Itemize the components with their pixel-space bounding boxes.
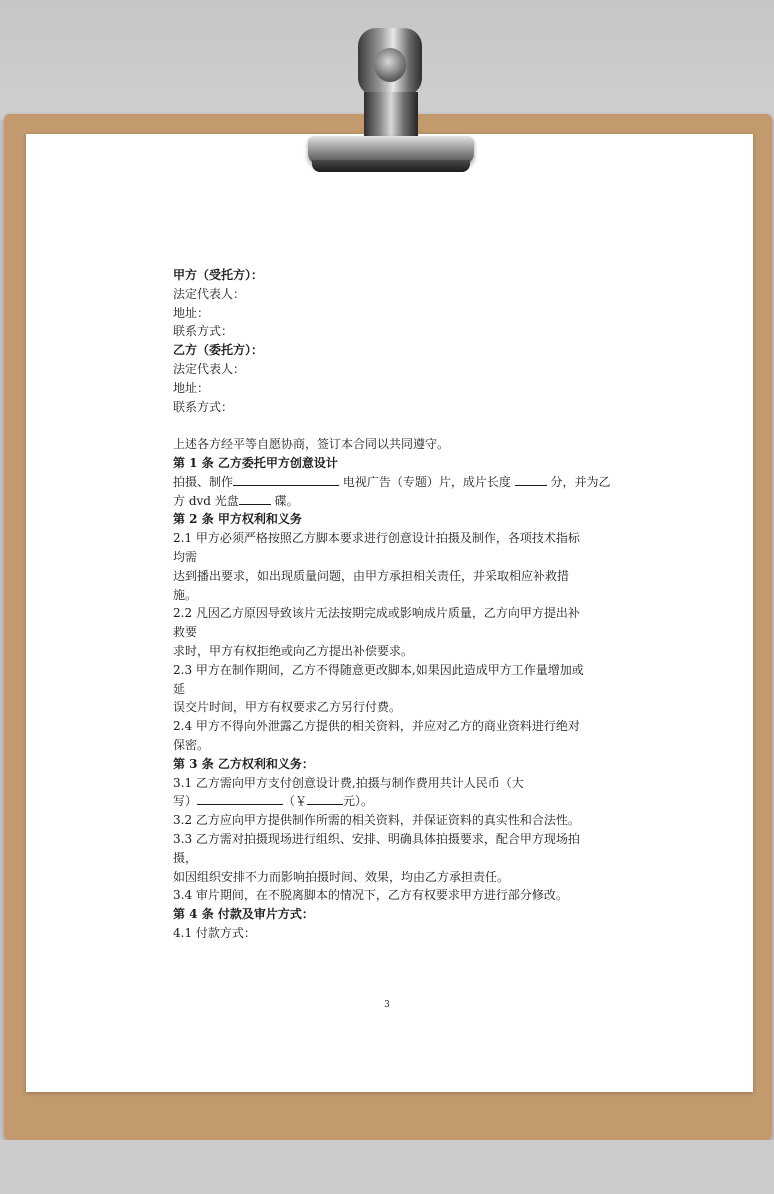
blank-line: [197, 792, 283, 805]
clause-2-1-wrap: 均需: [173, 549, 198, 564]
clause-2-2: 2.2 凡因乙方原因导致该片无法按期完成或影响成片质量，乙方向甲方提出补: [173, 606, 580, 621]
party-a-rep: 法定代表人：: [173, 286, 246, 301]
clause-2-1-end: 施。: [173, 587, 198, 602]
clause-2-3-wrap: 延: [173, 681, 186, 696]
party-a-heading: 甲方（受托方）：: [173, 268, 264, 282]
text-segment: 拍摄、制作: [173, 474, 234, 489]
party-a-contact: 联系方式：: [173, 324, 234, 339]
party-a-address: 地址：: [173, 305, 210, 320]
text-segment: 分，并为乙: [546, 474, 611, 489]
blank-line: [239, 492, 271, 505]
text-segment: 碟。: [270, 493, 299, 508]
clause-2-3-cont: 误交片时间，甲方有权要求乙方另行付费。: [173, 700, 402, 715]
text-segment: 元）。: [343, 794, 374, 809]
party-b-heading: 乙方（委托方）：: [173, 343, 264, 358]
clip-neck: [364, 92, 418, 140]
clause-2-1: 2.1 甲方必须严格按照乙方脚本要求进行创意设计拍摄及制作，各项技术指标: [173, 531, 580, 546]
article-3-heading: 第 3 条 乙方权利和义务：: [173, 756, 314, 771]
party-b-contact: 联系方式：: [173, 399, 234, 414]
blank-line: [515, 473, 547, 486]
article-1-line-2: [173, 492, 603, 511]
clip-ring-hole: [374, 48, 406, 82]
text-segment: 方 dvd 光盘: [173, 493, 239, 508]
blank-line: [307, 792, 343, 805]
text-segment: 电视广告（专题）片，成片长度: [339, 474, 515, 489]
clause-3-4: 3.4 审片期间，在不脱离脚本的情况下，乙方有权要求甲方进行部分修改。: [173, 888, 568, 903]
clause-2-4-cont: 保密。: [173, 737, 210, 752]
text-segment: 写）: [173, 794, 198, 809]
party-b-address: 地址：: [173, 380, 210, 395]
article-2-heading: 第 2 条 甲方权利和义务: [173, 512, 302, 527]
blank-line: [233, 473, 339, 486]
article-1-heading: 第 1 条 乙方委托甲方创意设计: [173, 455, 338, 470]
clause-3-3: 3.3 乙方需对拍摄现场进行组织、安排、明确具体拍摄要求，配合甲方现场拍: [173, 831, 580, 846]
background-floor: [0, 1140, 774, 1194]
contract-body: [173, 266, 611, 943]
clause-2-2-cont: 求时，甲方有权拒绝或向乙方提出补偿要求。: [173, 643, 414, 658]
clause-2-3: 2.3 甲方在制作期间，乙方不得随意更改脚本,如果因此造成甲方工作量增加或: [173, 662, 584, 677]
clause-2-1-cont: 达到播出要求，如出现质量问题，由甲方承担相关责任，并采取相应补救措: [173, 568, 570, 583]
clause-2-2-wrap: 救要: [173, 625, 198, 640]
page-number: 3: [384, 1000, 390, 1010]
preamble: 上述各方经平等自愿协商，签订本合同以共同遵守。: [173, 437, 450, 452]
article-1-line-1: [173, 473, 611, 492]
clause-3-1: 3.1 乙方需向甲方支付创意设计费,拍摄与制作费用共计人民币（大: [173, 775, 524, 790]
party-b-rep: 法定代表人：: [173, 361, 246, 376]
clause-3-3-wrap: 摄，: [173, 850, 198, 865]
binder-clip-lip: [312, 160, 470, 172]
clause-2-4: 2.4 甲方不得向外泄露乙方提供的相关资料，并应对乙方的商业资料进行绝对: [173, 719, 580, 734]
text-segment: （￥: [283, 794, 308, 809]
article-4-heading: 第 4 条 付款及审片方式：: [173, 907, 314, 922]
clause-3-2: 3.2 乙方应向甲方提供制作所需的相关资料，并保证资料的真实性和合法性。: [173, 813, 580, 828]
clause-3-3-cont: 如因组织安排不力而影响拍摄时间、效果，均由乙方承担责任。: [173, 869, 510, 884]
clause-4-1: 4.1 付款方式：: [173, 925, 256, 940]
clause-3-1-amount: [173, 792, 603, 811]
